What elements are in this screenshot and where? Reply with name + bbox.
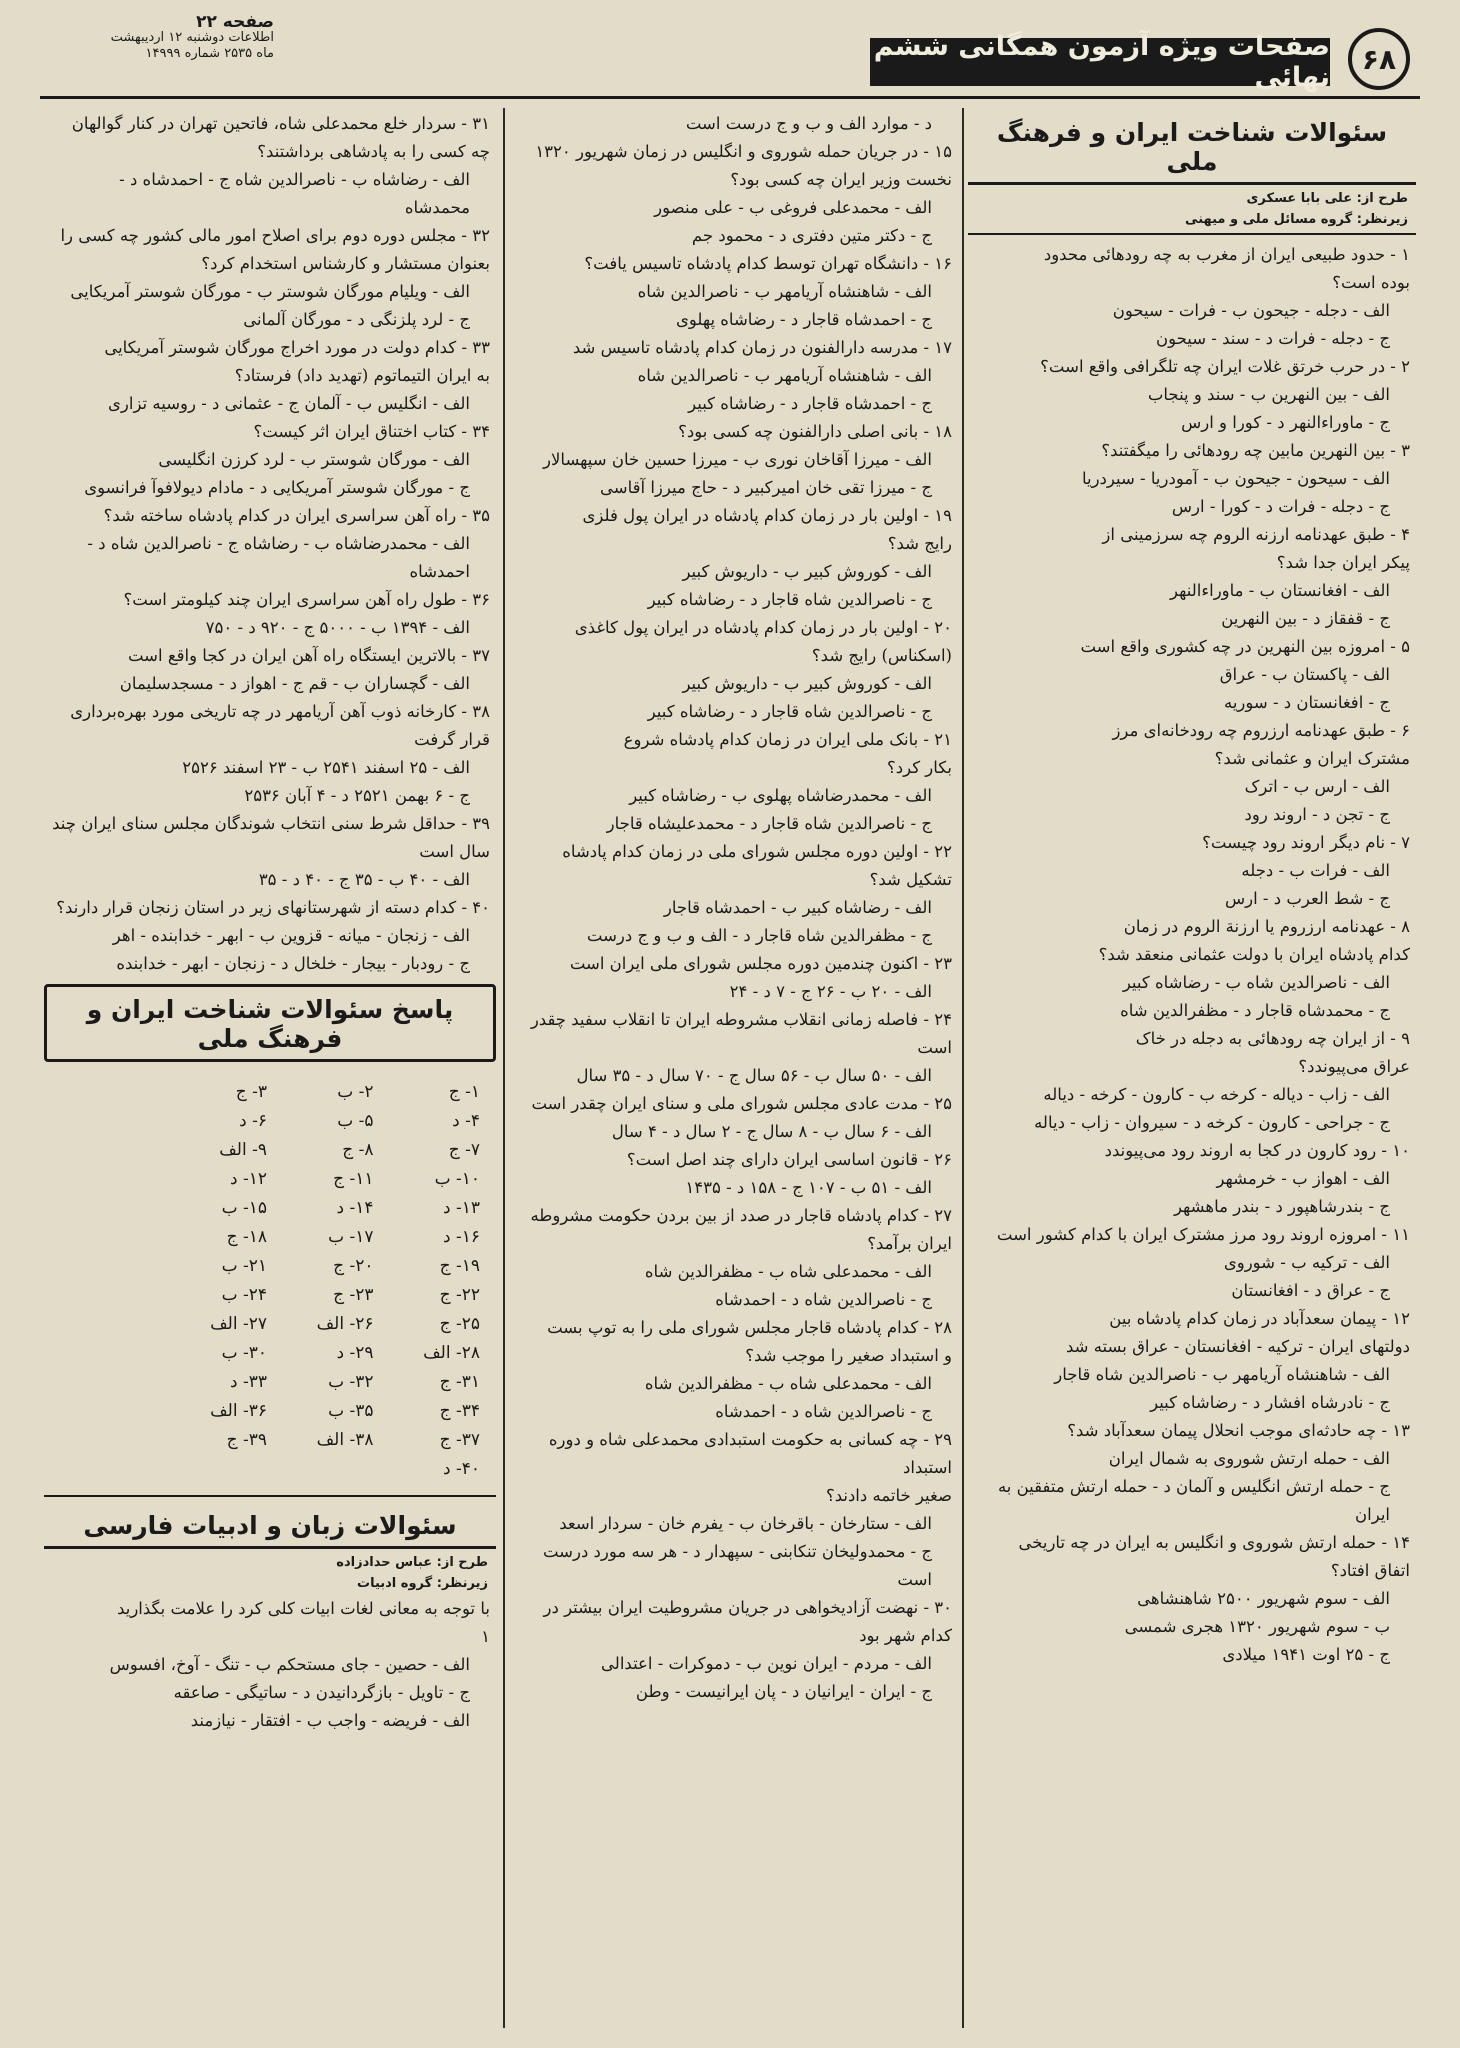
question-line: ۱۴ - حمله ارتش شوروی و انگلیس به ایران در چه تاریخی: [1018, 1533, 1410, 1552]
answer-key-item: ۱۷- ب: [328, 1227, 374, 1247]
question-line: ۵ - امروزه بین النهرین در چه کشوری واقع است: [1080, 637, 1410, 656]
answer-option-line: الف - محمدعلی شاه ب - مظفرالدین شاه: [644, 1374, 932, 1393]
answer-key-item: ۳۹- ج: [226, 1430, 267, 1450]
answer-option-line: الف - سیحون - جیحون ب - آمودریا - سیردریا: [1081, 469, 1390, 488]
answer-option-line: الف - شاهنشاه آریامهر ب - ناصرالدین شاه: [637, 282, 932, 301]
answer-key-item: ۳۵- ب: [328, 1401, 374, 1421]
question-line: ۱۳ - چه حادثه‌ای موجب انحلال پیمان سعدآباد شد؟: [1067, 1421, 1410, 1440]
question-line: ۸ - عهدنامه ارزروم یا ارزنة الروم در زمان: [1123, 917, 1410, 936]
answer-option-line: ج - دجله - فرات د - کورا - ارس: [1171, 497, 1390, 516]
answer-option-line: الف - مورگان شوستر ب - لرد کرزن انگلیسی: [158, 450, 470, 469]
answer-option-line: ج - ۲۵ اوت ۱۹۴۱ میلادی: [1222, 1645, 1390, 1664]
answer-key-item: ۲۶- الف: [316, 1314, 374, 1334]
answer-option-line: ج - محمدولیخان تنکابنی - سپهدار د - هر سه مورد درست است: [542, 1542, 932, 1589]
answer-option-line: ج - احمدشاه قاجار د - رضاشاه پهلوی: [675, 310, 932, 329]
answer-option-line: الف - ارس ب - اترک: [1244, 777, 1390, 796]
question-line: به ایران التیماتوم (تهدید داد) فرستاد؟: [234, 366, 490, 385]
answer-grid: [44, 1072, 496, 1489]
literature-supervisor: زیرنظر: گروه ادبیات: [357, 1576, 488, 1591]
page-banner: صفحات ویژه آزمون همگانی ششم نهائی: [870, 38, 1330, 86]
answer-key-item: ۱۴- د: [336, 1198, 374, 1218]
answer-option-line: ج - احمدشاه قاجار د - رضاشاه کبیر: [688, 394, 932, 413]
answer-key-item: ۲۴- ب: [221, 1285, 267, 1305]
answer-key-item: ۳۱- ج: [439, 1372, 480, 1392]
column-divider-left: [503, 108, 505, 2028]
answer-option-line: الف - ۴۰ ب - ۳۵ ج - ۴۰ د - ۳۵: [258, 870, 470, 889]
issue-line-2: ماه ۲۵۳۵ شماره ۱۴۹۹۹: [145, 46, 274, 61]
supervisor-credit: زیرنظر: گروه مسائل ملی و میهنی: [1185, 212, 1408, 227]
answer-option-line: الف - ۵۱ ب - ۱۰۷ ج - ۱۵۸ د - ۱۴۳۵: [685, 1178, 932, 1197]
answer-key-item: ۴۰- د: [443, 1459, 480, 1479]
question-line: ۱ - حدود طبیعی ایران از مغرب به چه رودهائی محدود: [1043, 245, 1410, 264]
answer-key-item: ۱۹- ج: [439, 1256, 480, 1276]
answer-key-item: [60, 1256, 161, 1276]
question-line: ۱: [481, 1627, 490, 1646]
literature-title: سئوالات زبان و ادبیات فارسی: [44, 1503, 496, 1549]
answer-option-line: الف - اهواز ب - خرمشهر: [1216, 1169, 1390, 1188]
designer-credit: طرح از: علی بابا عسکری: [1246, 191, 1408, 206]
answer-option-line: ج - لرد پلزنگی د - مورگان آلمانی: [243, 310, 470, 329]
answer-option-line: ج - رودبار - بیجار - خلخال د - زنجان - ابهر - خدابنده: [116, 954, 470, 973]
answer-key-item: ۲۱- ب: [221, 1256, 267, 1276]
question-line: صغیر خاتمه دادند؟: [825, 1486, 952, 1505]
question-line: ۷ - نام دیگر اروند رود چیست؟: [1202, 833, 1410, 852]
answer-option-line: الف - ترکیه ب - شوروی: [1223, 1253, 1390, 1272]
question-line: ۲۶ - قانون اساسی ایران دارای چند اصل است؟: [626, 1150, 952, 1169]
answer-option-line: ج - افغانستان د - سوریه: [1223, 693, 1390, 712]
question-line: ۲ - در حرب خرتق غلات ایران چه تلگرافی واقع است؟: [1040, 357, 1410, 376]
answer-option-line: الف - محمدرضاشاه ب - رضاشاه ج - ناصرالدین شاه د - احمدشاه: [87, 534, 470, 581]
answer-key-item: ۸- ج: [342, 1140, 374, 1160]
section-title-iran-culture: سئوالات شناخت ایران و فرهنگ ملی: [968, 110, 1416, 185]
answer-option-line: الف - محمدرضاشاه پهلوی ب - رضاشاه کبیر: [629, 786, 932, 805]
answer-option-line: ج - دکتر متین دفتری د - محمود جم: [691, 226, 932, 245]
answer-option-line: الف - زنجان - میانه - قزوین ب - ابهر - خدابنده - اهر: [112, 926, 470, 945]
question-line: چه کسی را به پادشاهی برداشتند؟: [257, 142, 490, 161]
answer-key-item: ۱۳- د: [443, 1198, 480, 1218]
question-line: دولتهای ایران - ترکیه - افغانستان - عراق بسته شد: [1065, 1337, 1410, 1356]
question-line: ۳۵ - راه آهن سراسری ایران در کدام پادشاه ساخته شد؟: [103, 506, 490, 525]
answer-option-line: ج - ماوراءالنهر د - کورا و ارس: [1181, 413, 1390, 432]
answer-option-line: الف - دجله - جیحون ب - فرات - سیحون: [1112, 301, 1390, 320]
answer-option-line: الف - افغانستان ب - ماوراءالنهر: [1170, 581, 1390, 600]
answer-key-item: ۶- د: [239, 1111, 267, 1131]
question-line: ۴۰ - کدام دسته از شهرستانهای زیر در استان زنجان قرار دارند؟: [56, 898, 490, 917]
question-line: ۳۳ - کدام دولت در مورد اخراج مورگان شوستر آمریکایی: [104, 338, 490, 357]
answer-key-item: ۴- د: [452, 1111, 480, 1131]
question-line: ایران برآمد؟: [867, 1234, 952, 1253]
answer-option-line: ج - ایران - ایرانیان د - پان ایرانیست - وطن: [635, 1682, 932, 1701]
answer-key-item: ۳۸- الف: [316, 1430, 374, 1450]
answer-option-line: ج - قفقاز د - بین النهرین: [1221, 609, 1390, 628]
answer-key-item: ۱۱- ج: [333, 1169, 374, 1189]
question-line: کدام پادشاه ایران با دولت عثمانی منعقد شد؟: [1098, 945, 1410, 964]
answer-option-line: ج - جراحی - کارون - کرخه د - سیروان - زاب - دیاله: [1034, 1113, 1390, 1132]
answer-option-line: الف - سوم شهریور ۲۵۰۰ شاهنشاهی: [1137, 1589, 1390, 1608]
answer-key-item: ۳۶- الف: [210, 1401, 267, 1421]
answer-key-item: [60, 1198, 161, 1218]
issue-info: [44, 14, 274, 62]
answer-option-line: د - موارد الف و ب و ج درست است: [685, 114, 932, 133]
question-line: عراق می‌پیوندد؟: [1298, 1057, 1410, 1076]
answer-option-line: الف - انگلیس ب - آلمان ج - عثمانی د - روسیه تزاری: [107, 394, 470, 413]
question-line: بوده است؟: [1332, 273, 1410, 292]
answer-key-item: [60, 1430, 161, 1450]
answer-key-item: ۳- ج: [235, 1082, 267, 1102]
answer-key-item: [60, 1314, 161, 1334]
answer-option-line: ج - ناصرالدین شاه قاجار د - رضاشاه کبیر: [647, 702, 932, 721]
answer-option-line: ج - بندرشاهپور د - بندر ماهشهر: [1173, 1197, 1390, 1216]
answer-option-line: الف - ناصرالدین شاه ب - رضاشاه کبیر: [1122, 973, 1390, 992]
question-line: ۳۰ - نهضت آزادیخواهی در جریان مشروطیت ایران بیشتر در کدام شهر بود: [543, 1598, 952, 1645]
answer-option-line: الف - رضاشاه ب - ناصرالدین شاه ج - احمدشاه د - محمدشاه: [119, 170, 470, 217]
answer-key-item: [60, 1140, 161, 1160]
answer-option-line: الف - ۲۰ ب - ۲۶ ج - ۷ د - ۲۴: [729, 982, 932, 1001]
answer-key-item: [273, 1459, 374, 1479]
literature-designer: طرح از: عباس حدادزاده: [336, 1555, 488, 1570]
answer-option-line: الف - حمله ارتش شوروی به شمال ایران: [1108, 1449, 1390, 1468]
answer-option-line: الف - محمدعلی شاه ب - مظفرالدین شاه: [644, 1262, 932, 1281]
answer-option-line: ج - تجن د - اروند رود: [1244, 805, 1390, 824]
answer-key-item: [60, 1372, 161, 1392]
answer-key-item: [167, 1459, 268, 1479]
question-line: ۶ - طبق عهدنامه ارزروم چه رودخانه‌ای مرز: [1112, 721, 1410, 740]
question-line: ۴ - طبق عهدنامه ارزنه الروم چه سرزمینی از: [1102, 525, 1410, 544]
answer-key-item: [60, 1285, 161, 1305]
answer-option-line: ج - میرزا تقی خان امیرکبیر د - حاج میرزا آقاسی: [600, 478, 932, 497]
answer-key-item: [60, 1111, 161, 1131]
answer-key-item: ۱۸- ج: [226, 1227, 267, 1247]
answer-key-item: ۱- ج: [448, 1082, 480, 1102]
answer-key-item: [60, 1169, 161, 1189]
answer-option-line: الف - فریضه - واجب ب - افتقار - نیازمند: [190, 1711, 470, 1730]
answer-key-item: ۳۰- ب: [221, 1343, 267, 1363]
answer-key-item: ۱۰- ب: [434, 1169, 480, 1189]
question-line: و استبداد صغیر را موجب شد؟: [745, 1346, 952, 1365]
question-list: [50, 110, 490, 978]
answer-option-line: الف - ۱۳۹۴ ب - ۵۰۰۰ ج - ۹۲۰ د - ۷۵۰: [205, 618, 470, 637]
question-line: تشکیل شد؟: [869, 870, 952, 889]
answer-option-line: الف - میرزا آقاخان نوری ب - میرزا حسین خان سپهسالار: [543, 450, 932, 469]
header-rule: [40, 96, 1420, 99]
answer-option-line: الف - زاب - دیاله - کرخه ب - کارون - کرخه - دیاله: [1043, 1085, 1390, 1104]
right-column: [968, 110, 1416, 2030]
answer-key-item: ۲۹- د: [336, 1343, 374, 1363]
middle-column: [510, 110, 958, 2030]
question-line: ۳۴ - کتاب اختناق ایران اثر کیست؟: [253, 422, 490, 441]
answer-key-item: ۲۳- ج: [333, 1285, 374, 1305]
answer-option-line: ج - مورگان شوستر آمریکایی د - مادام دیولافوآ فرانسوی: [84, 478, 470, 497]
question-line: ۲۱ - بانک ملی ایران در زمان کدام پادشاه شروع: [623, 730, 952, 749]
answer-key-item: ۲۲- ج: [439, 1285, 480, 1305]
answer-option-line: الف - شاهنشاه آریامهر ب - ناصرالدین شاه: [637, 366, 932, 385]
answer-option-line: ج - مظفرالدین شاه قاجار د - الف و ب و ج درست: [586, 926, 932, 945]
question-line: ۳ - بین النهرین مابین چه رودهائی را میگفتند؟: [1101, 441, 1410, 460]
question-line: ۲۹ - چه کسانی به حکومت استبدادی محمدعلی شاه و دوره استبداد: [548, 1430, 952, 1477]
answer-option-line: ب - سوم شهریور ۱۳۲۰ هجری شمسی: [1124, 1617, 1390, 1636]
answer-key-item: ۳۷- ج: [439, 1430, 480, 1450]
answer-key-item: ۲۸- الف: [423, 1343, 480, 1363]
answer-option-line: ج - دجله - فرات د - سند - سیحون: [1155, 329, 1390, 348]
answer-option-line: ج - نادرشاه افشار د - رضاشاه کبیر: [1150, 1393, 1390, 1412]
question-line: ۱۶ - دانشگاه تهران توسط کدام پادشاه تاسیس یافت؟: [584, 254, 952, 273]
answer-option-line: ج - ناصرالدین شاه قاجار د - محمدعلیشاه قاجار: [606, 814, 932, 833]
answer-option-line: ج - محمدشاه قاجار د - مظفرالدین شاه: [1120, 1001, 1390, 1020]
question-line: ۱۵ - در جریان حمله شوروی و انگلیس در زمان شهریور ۱۳۲۰: [535, 142, 952, 161]
answer-option-line: الف - شاهنشاه آریامهر ب - ناصرالدین شاه قاجار: [1054, 1365, 1390, 1384]
question-line: بکار کرد؟: [886, 758, 952, 777]
question-line: ۱۰ - رود کارون در کجا به اروند رود می‌پیوندد: [1104, 1141, 1410, 1160]
answer-key-item: [60, 1401, 161, 1421]
question-line: نخست وزیر ایران چه کسی بود؟: [730, 170, 952, 189]
question-line: ۲۴ - فاصله زمانی انقلاب مشروطه ایران تا انقلاب سفید چقدر است: [530, 1010, 952, 1057]
left-column: [44, 110, 496, 2030]
answer-option-line: الف - گچساران ب - قم ج - اهواز د - مسجدسلیمان: [119, 674, 470, 693]
answer-option-line: ج - ناصرالدین شاه د - احمدشاه: [715, 1402, 932, 1421]
literature-question-list: [50, 1595, 490, 1735]
question-line: ۲۰ - اولین بار در زمان کدام پادشاه در ایران پول کاغذی: [574, 618, 952, 637]
issue-line-1: اطلاعات دوشنبه ۱۲ اردیبهشت: [110, 30, 274, 45]
answer-option-line: الف - محمدعلی فروغی ب - علی منصور: [654, 198, 932, 217]
answer-option-line: الف - کوروش کبیر ب - داریوش کبیر: [682, 674, 932, 693]
answer-option-line: ج - تاویل - بازگردانیدن د - ساتیگی - صاعقه: [173, 1683, 470, 1702]
question-line: اتفاق افتاد؟: [1330, 1561, 1410, 1580]
answer-key-item: ۲- ب: [337, 1082, 374, 1102]
question-line: با توجه به معانی لغات ابیات کلی کرد را علامت بگذارید: [117, 1599, 490, 1618]
question-line: (اسکناس) رایج شد؟: [811, 646, 952, 665]
question-line: ۱۹ - اولین بار در زمان کدام پادشاه در ایران پول فلزی: [582, 506, 952, 525]
answer-key-item: ۲۵- ج: [439, 1314, 480, 1334]
answer-option-line: الف - ۲۵ اسفند ۲۵۴۱ ب - ۲۳ اسفند ۲۵۲۶: [182, 758, 470, 777]
question-line: رایج شد؟: [887, 534, 952, 553]
question-line: ۲۳ - اکنون چندمین دوره مجلس شورای ملی ایران است: [569, 954, 952, 973]
question-list: [516, 110, 952, 1706]
answer-option-line: الف - ویلیام مورگان شوستر ب - مورگان شوستر آمریکایی: [70, 282, 470, 301]
answer-option-line: ج - ناصرالدین شاه د - احمدشاه: [715, 1290, 932, 1309]
answer-option-line: الف - مردم - ایران نوین ب - دموکرات - اعتدالی: [601, 1654, 932, 1673]
question-line: مشترک ایران و عثمانی شد؟: [1214, 749, 1410, 768]
answer-option-line: ج - ناصرالدین شاه قاجار د - رضاشاه کبیر: [647, 590, 932, 609]
question-line: ۳۲ - مجلس دوره دوم برای اصلاح امور مالی کشور چه کسی را: [60, 226, 490, 245]
answer-option-line: الف - کوروش کبیر ب - داریوش کبیر: [682, 562, 932, 581]
question-line: ۲۲ - اولین دوره مجلس شورای ملی در زمان کدام پادشاه: [562, 842, 952, 861]
answer-key-item: ۳۲- ب: [328, 1372, 374, 1392]
question-line: ۱۲ - پیمان سعدآباد در زمان کدام پادشاه بین: [1109, 1309, 1410, 1328]
answer-option-line: الف - بین النهرین ب - سند و پنجاب: [1147, 385, 1390, 404]
question-line: ۱۱ - امروزه اروند رود مرز مشترک ایران با کدام کشور است: [996, 1225, 1410, 1244]
question-line: ۲۸ - کدام پادشاه قاجار مجلس شورای ملی را به توپ بست: [547, 1318, 952, 1337]
question-line: ۹ - از ایران چه رودهائی به دجله در خاک: [1135, 1029, 1410, 1048]
answer-key-item: ۳۴- ج: [439, 1401, 480, 1421]
answer-key-item: [60, 1227, 161, 1247]
answers-title: پاسخ سئوالات شناخت ایران و فرهنگ ملی: [44, 984, 496, 1062]
answer-option-line: ج - حمله ارتش انگلیس و آلمان د - حمله ارتش متفقین به ایران: [997, 1477, 1390, 1524]
answer-key-item: ۱۶- د: [443, 1227, 480, 1247]
answer-key-item: [60, 1343, 161, 1363]
question-line: ۳۱ - سردار خلع محمدعلی شاه، فاتحین تهران در کنار گوالهان: [71, 114, 490, 133]
question-line: ۲۷ - کدام پادشاه قاجار در صدد از بین بردن حکومت مشروطه: [530, 1206, 952, 1225]
answer-option-line: الف - ستارخان - باقرخان ب - یفرم خان - سردار اسعد: [559, 1514, 932, 1533]
answer-key-item: [60, 1082, 161, 1102]
answer-option-line: ج - ۶ بهمن ۲۵۲۱ د - ۴ آبان ۲۵۳۶: [244, 786, 470, 805]
answer-key-item: ۲۰- ج: [333, 1256, 374, 1276]
answer-option-line: الف - ۵۰ سال ب - ۵۶ سال ج - ۷۰ سال د - ۳۵ سال: [576, 1066, 932, 1085]
question-line: بعنوان مستشار و کارشناس استخدام کرد؟: [201, 254, 490, 273]
answer-key-item: ۲۷- الف: [210, 1314, 267, 1334]
answer-key-item: ۵- ب: [337, 1111, 374, 1131]
question-line: ۳۹ - حداقل شرط سنی انتخاب شوندگان مجلس سنای ایران چند سال است: [52, 814, 490, 861]
answer-key-item: ۷- ج: [448, 1140, 480, 1160]
page-number-badge: ۶۸: [1348, 28, 1410, 90]
answer-option-line: الف - فرات ب - دجله: [1241, 861, 1390, 880]
page-label: صفحه ۲۲: [196, 12, 274, 32]
divider: [44, 1495, 496, 1497]
answer-key-item: ۱۲- د: [230, 1169, 267, 1189]
answer-key-item: ۳۳- د: [230, 1372, 267, 1392]
divider: [968, 233, 1416, 235]
column-divider-right: [962, 108, 964, 2028]
answer-key-item: ۱۵- ب: [221, 1198, 267, 1218]
answer-key-item: ۹- الف: [219, 1140, 267, 1160]
answer-option-line: ج - عراق د - افغانستان: [1231, 1281, 1390, 1300]
answer-option-line: الف - حصین - جای مستحکم ب - تنگ - آوخ، افسوس: [109, 1655, 470, 1674]
answer-option-line: الف - ۶ سال ب - ۸ سال ج - ۲ سال د - ۴ سال: [611, 1122, 932, 1141]
question-line: ۳۷ - بالاترین ایستگاه راه آهن ایران در کجا واقع است: [127, 646, 490, 665]
question-line: ۲۵ - مدت عادی مجلس شورای ملی و سنای ایران چقدر است: [531, 1094, 952, 1113]
question-line: ۱۷ - مدرسه دارالفنون در زمان کدام پادشاه تاسیس شد: [572, 338, 952, 357]
answer-option-line: ج - شط العرب د - ارس: [1224, 889, 1390, 908]
answer-option-line: الف - پاکستان ب - عراق: [1219, 665, 1390, 684]
question-line: ۳۶ - طول راه آهن سراسری ایران چند کیلومتر است؟: [123, 590, 490, 609]
answer-option-line: الف - رضاشاه کبیر ب - احمدشاه قاجار: [663, 898, 932, 917]
question-line: ۳۸ - کارخانه ذوب آهن آریامهر در چه تاریخی مورد بهره‌برداری قرار گرفت: [70, 702, 490, 749]
answer-key-item: [60, 1459, 161, 1479]
question-list: [974, 241, 1410, 1669]
question-line: پیکر ایران جدا شد؟: [1276, 553, 1410, 572]
question-line: ۱۸ - بانی اصلی دارالفنون چه کسی بود؟: [678, 422, 952, 441]
